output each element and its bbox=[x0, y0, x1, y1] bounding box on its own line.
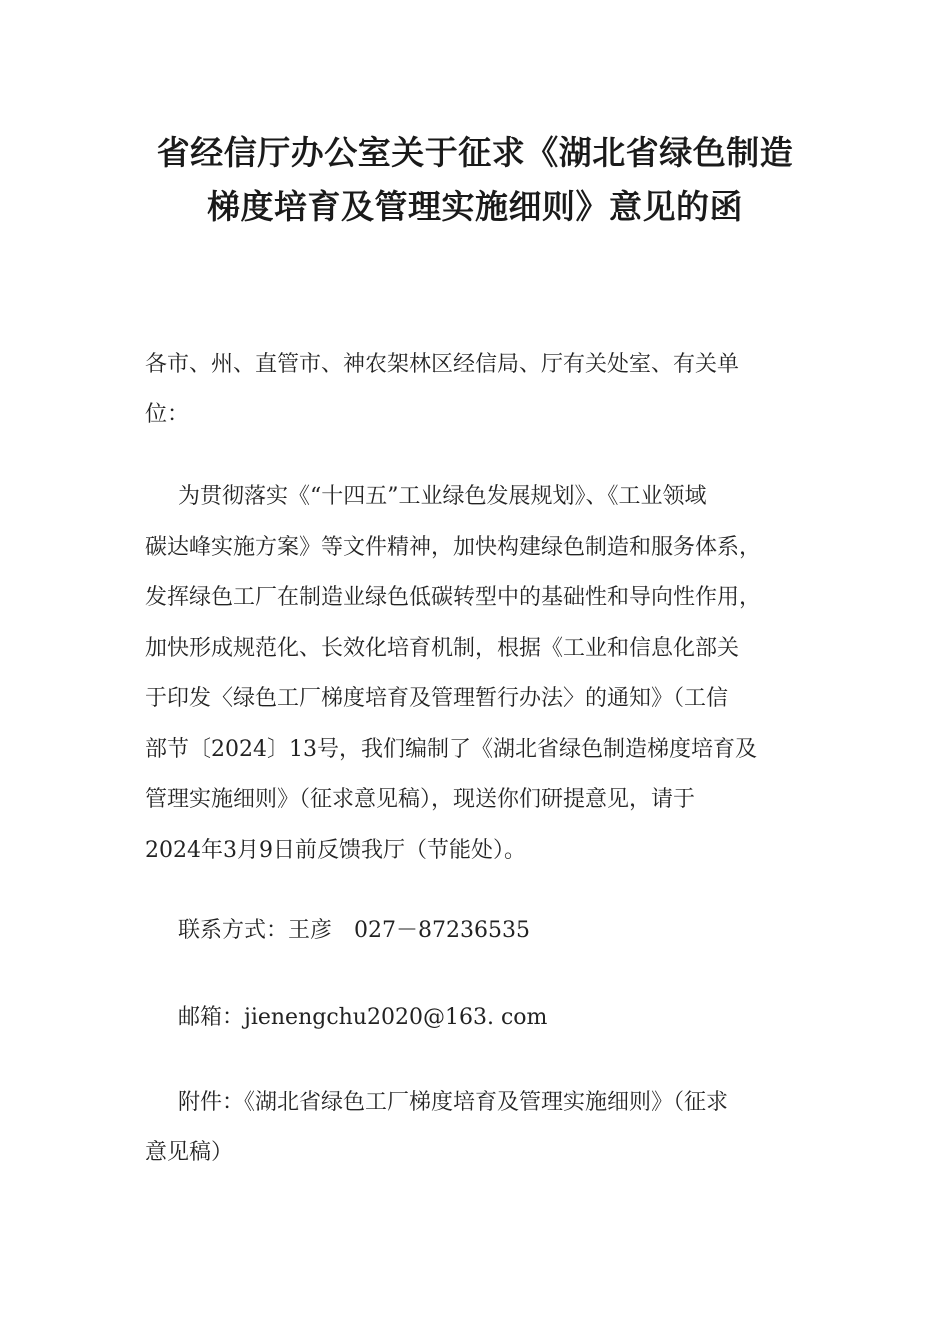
contact-info: 联系方式：王彦 027－87236535 bbox=[178, 918, 530, 943]
body-line-2: 碳达峰实施方案》等文件精神，加快构建绿色制造和服务体系， bbox=[145, 534, 762, 560]
body-line-3: 发挥绿色工厂在制造业绿色低碳转型中的基础性和导向性作用， bbox=[145, 585, 762, 610]
title-line-2: 梯度培育及管理实施细则》意见的函 bbox=[207, 187, 743, 226]
body-line-7: 管理实施细则》（征求意见稿），现送你们研提意见，请于 bbox=[145, 787, 696, 812]
salutation-line-2: 位： bbox=[145, 402, 190, 427]
body-paragraph bbox=[145, 472, 825, 876]
attachment-line-1: 附件：《湖北省绿色工厂梯度培育及管理实施细则》（征求 bbox=[178, 1090, 729, 1115]
salutation bbox=[145, 340, 825, 440]
body-line-4: 加快形成规范化、长效化培育机制，根据《工业和信息化部关 bbox=[145, 635, 740, 661]
document-title bbox=[120, 126, 830, 234]
body-line-1: 为贯彻落实《“十四五”工业绿色发展规划》、《工业领域 bbox=[178, 484, 707, 509]
body-line-6: 部节〔2024〕13号，我们编制了《湖北省绿色制造梯度培育及 bbox=[145, 736, 757, 762]
attachment-line-2: 意见稿） bbox=[145, 1140, 234, 1165]
body-line-8: 2024年3月9日前反馈我厅（节能处）。 bbox=[145, 837, 526, 863]
salutation-line-1: 各市、州、直管市、神农架林区经信局、厅有关处室、有关单 bbox=[145, 352, 740, 377]
body-line-5: 于印发〈绿色工厂梯度培育及管理暂行办法〉的通知》（工信 bbox=[145, 686, 729, 711]
title-line-1: 省经信厅办公室关于征求《湖北省绿色制造 bbox=[156, 133, 794, 172]
email-info: 邮箱：jienengchu2020@163. com bbox=[178, 1005, 548, 1030]
attachment-note bbox=[145, 1078, 825, 1178]
